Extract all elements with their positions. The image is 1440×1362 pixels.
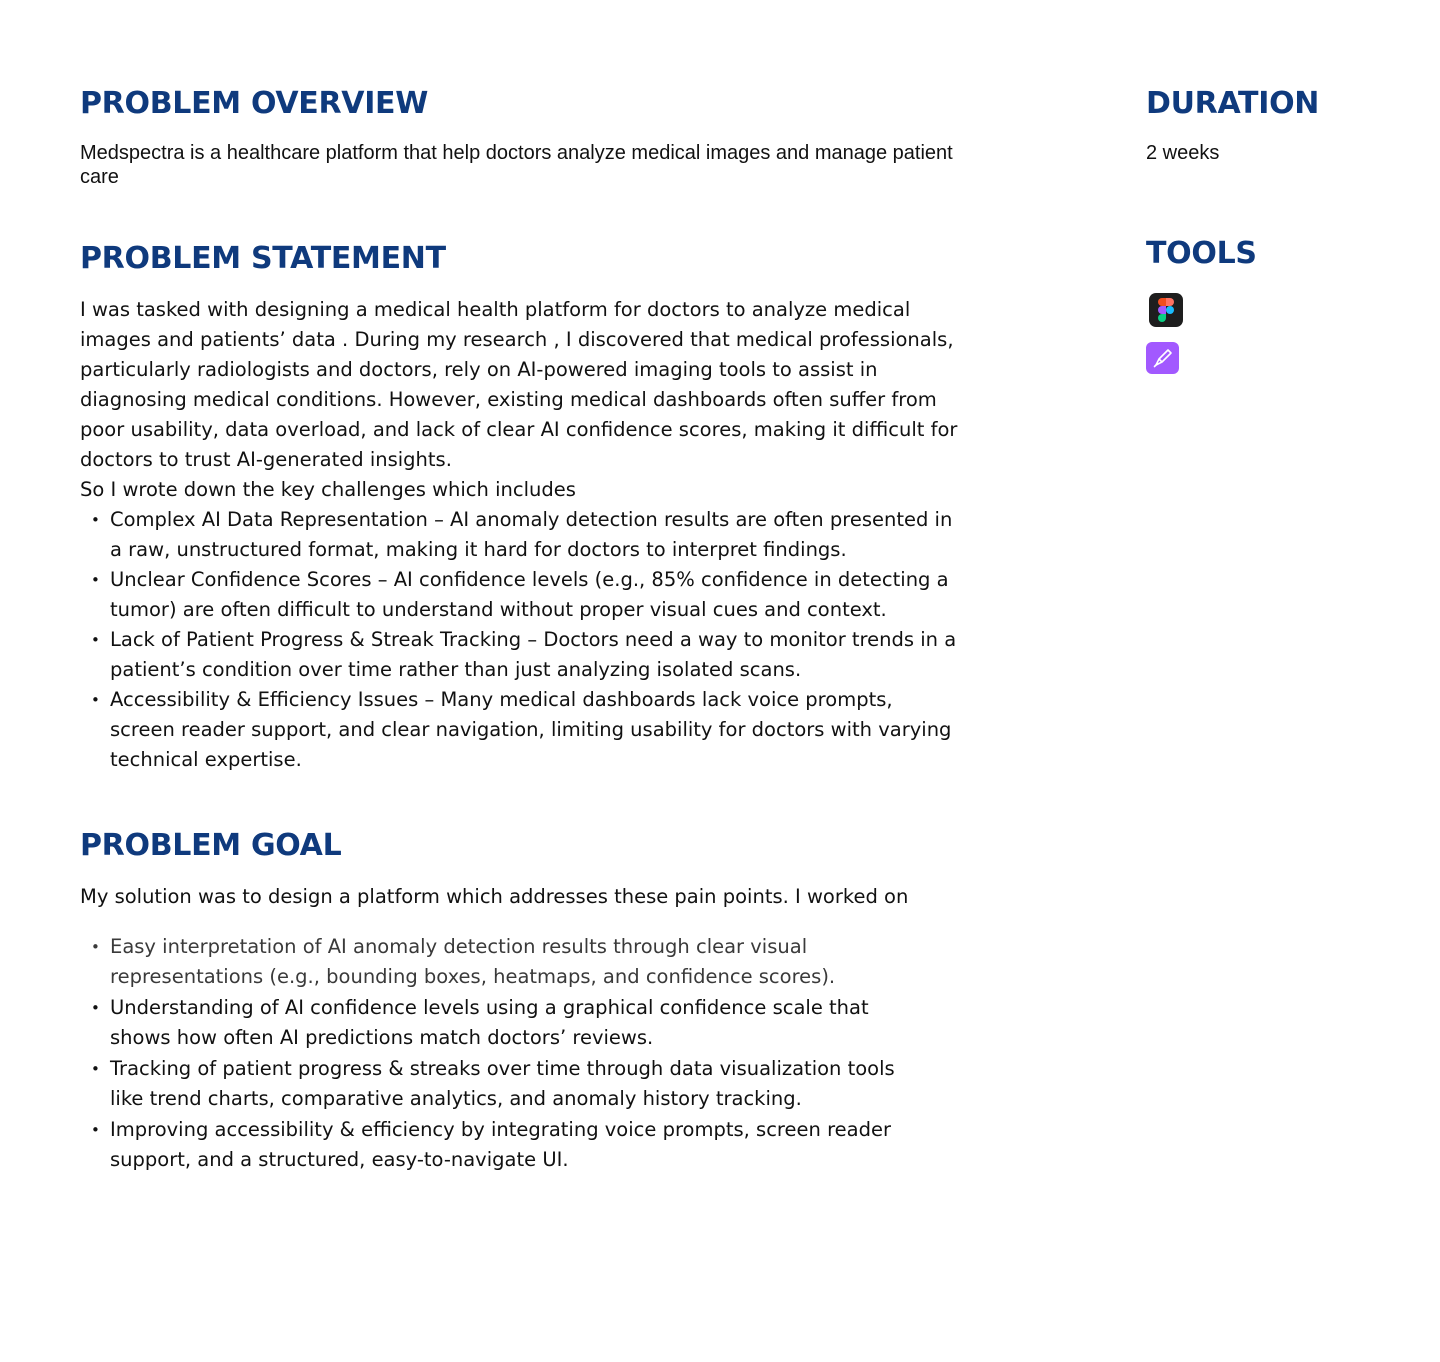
duration-heading: DURATION (1146, 86, 1320, 121)
tools-heading: TOOLS (1146, 236, 1257, 271)
problem-statement-body (80, 295, 970, 775)
goal-list (80, 932, 920, 1175)
problem-overview-text: Medspectra is a healthcare platform that help doctors analyze medical images and manage patient care (80, 142, 953, 188)
challenges-list (80, 505, 960, 775)
list-item: • Complex AI Data Representation – AI anomaly detection results are often presented in a raw, unstructured format, making it hard for doctors to interpret findings. (110, 505, 960, 565)
problem-statement-paragraph: I was tasked with designing a medical health platform for doctors to analyze medical images and patients’ data . During my research , I discovered that medical professionals, particularly radiologists and doctors, rely on AI-powered imaging tools to assist in diagnosing medical conditions. However, existing medical dashboards often suffer from poor usability, data overload, and lack of clear AI confidence scores, making it difficult for doctors to trust AI-generated insights. (80, 298, 958, 471)
list-item: • Unclear Confidence Scores – AI confidence levels (e.g., 85% confidence in detecting a tumor) are often difficult to understand without proper visual cues and context. (110, 565, 960, 625)
list-item: • Understanding of AI confidence levels using a graphical confidence scale that shows how often AI predictions match doctors’ reviews. (110, 993, 920, 1053)
duration-value: 2 weeks (1146, 142, 1220, 164)
list-item: • Easy interpretation of AI anomaly detection results through clear visual representations (e.g., bounding boxes, heatmaps, and confidence scores). (110, 932, 920, 992)
list-item: • Accessibility & Efficiency Issues – Many medical dashboards lack voice prompts, screen reader support, and clear navigation, limiting usability for doctors with varying technical expertise. (110, 685, 960, 775)
pen-tool-icon (1146, 342, 1179, 374)
list-item: • Tracking of patient progress & streaks over time through data visualization tools like trend charts, comparative analytics, and anomaly history tracking. (110, 1054, 920, 1114)
list-item: • Lack of Patient Progress & Streak Tracking – Doctors need a way to monitor trends in a patient’s condition over time rather than just analyzing isolated scans. (110, 625, 960, 685)
problem-goal-heading: PROBLEM GOAL (80, 828, 342, 863)
list-item: • Improving accessibility & efficiency by integrating voice prompts, screen reader support, and a structured, easy-to-navigate UI. (110, 1115, 920, 1175)
problem-goal-intro: My solution was to design a platform which addresses these pain points. I worked on (80, 885, 909, 908)
problem-overview-heading: PROBLEM OVERVIEW (80, 86, 429, 121)
problem-statement-heading: PROBLEM STATEMENT (80, 241, 446, 276)
problem-goal-body (80, 932, 940, 1176)
challenges-intro: So I wrote down the key challenges which includes (80, 478, 576, 501)
figma-icon (1149, 293, 1183, 327)
